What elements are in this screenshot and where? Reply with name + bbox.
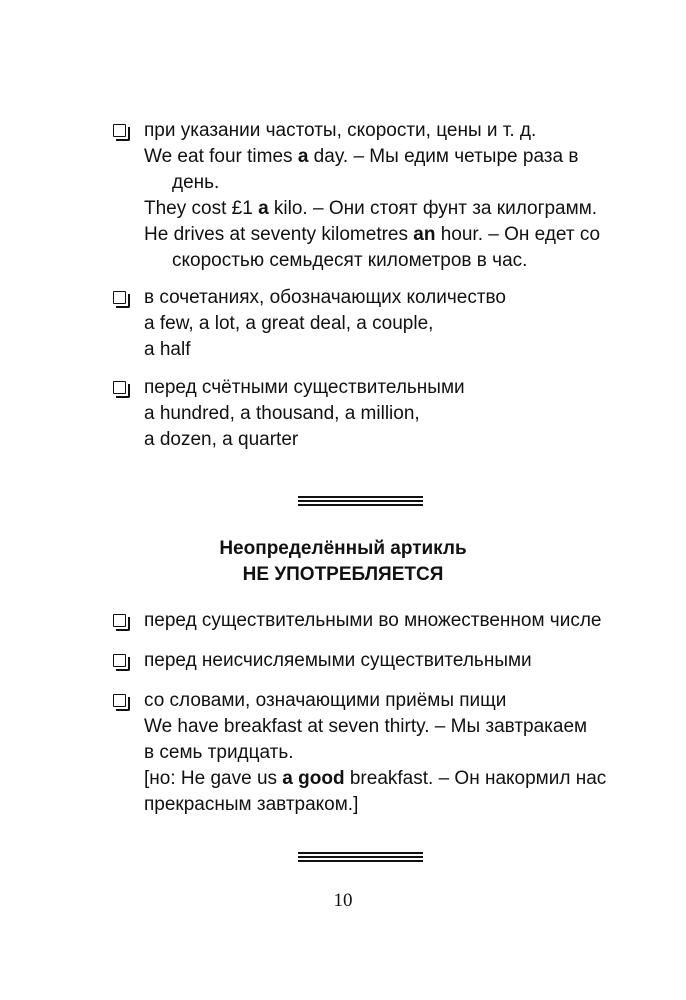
rule-title: перед неисчисляемыми существительными — [144, 650, 532, 671]
example-line: в семь тридцать. — [144, 742, 294, 763]
checkbox-bullet-icon — [113, 381, 126, 394]
example-line: We eat four times a day. – Мы едим четыре раза в — [144, 146, 579, 167]
example-continuation: день. — [172, 172, 220, 193]
section-heading — [0, 536, 686, 588]
rule-item-numerals — [112, 375, 622, 453]
page-number: 10 — [333, 890, 353, 911]
example-line: He drives at seventy kilometres an hour. – Он едет со — [144, 224, 601, 245]
rule-item-meals — [112, 688, 622, 818]
example-line: a dozen, a quarter — [144, 429, 299, 450]
rule-item-frequency — [112, 118, 622, 274]
example-line: a hundred, a thousand, a million, — [144, 403, 420, 424]
heading-line-1: Неопределённый артикль — [219, 538, 467, 559]
rule-item-quantity — [112, 285, 622, 363]
rule-title: перед счётными существительными — [144, 377, 465, 398]
note-continuation: прекрасным завтраком.] — [144, 794, 359, 815]
section-divider — [298, 852, 423, 862]
example-continuation: скоростью семьдесят километров в час. — [172, 250, 528, 271]
example-line: a half — [144, 339, 191, 360]
note-line: [но: He gave us a good breakfast. – Он накормил нас — [144, 768, 607, 789]
example-line: They cost £1 a kilo. – Они стоят фунт за килограмм. — [144, 198, 598, 219]
example-line: a few, a lot, a great deal, a couple, — [144, 313, 434, 334]
rule-title: в сочетаниях, обозначающих количество — [144, 287, 506, 308]
rule-item-plural — [112, 608, 622, 634]
checkbox-bullet-icon — [113, 694, 126, 707]
section-divider — [298, 496, 423, 506]
heading-line-2: НЕ УПОТРЕБЛЯЕТСЯ — [242, 564, 444, 585]
checkbox-bullet-icon — [113, 614, 126, 627]
checkbox-bullet-icon — [113, 654, 126, 667]
rule-title: при указании частоты, скорости, цены и т. д. — [144, 120, 537, 141]
rule-title: со словами, означающими приёмы пищи — [144, 690, 507, 711]
checkbox-bullet-icon — [113, 291, 126, 304]
checkbox-bullet-icon — [113, 124, 126, 137]
example-line: We have breakfast at seven thirty. – Мы завтракаем — [144, 716, 588, 737]
rule-item-uncountable — [112, 648, 622, 674]
rule-title: перед существительными во множественном числе — [144, 610, 602, 631]
